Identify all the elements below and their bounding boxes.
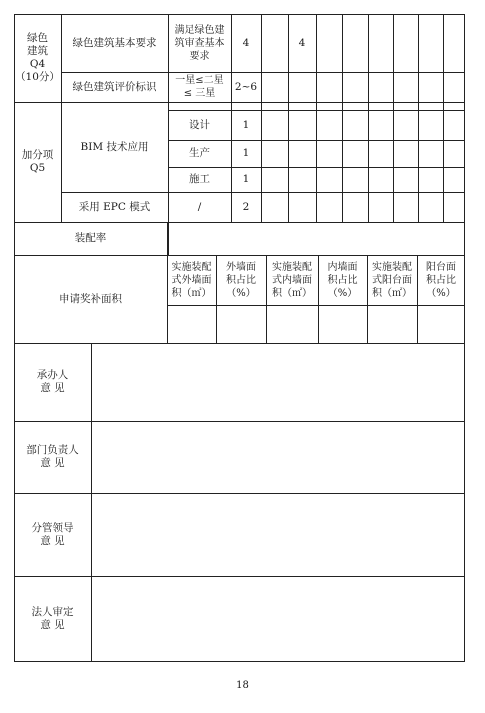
q5-bim-stage-production: 生产 [189, 147, 210, 159]
q5-epc-label: 采用 EPC 模式 [78, 200, 151, 213]
subsidy-header-int-wall-ratio: 内墙面 积占比 （%） [327, 261, 358, 299]
grid-line [91, 343, 92, 662]
subsidy-header-balcony-area: 实施装配 式阳台面 积（㎡） [372, 261, 412, 299]
subsidy-header-balcony-ratio: 阳台面 积占比 （%） [426, 261, 456, 299]
subsidy-area-label: 申请奖补面积 [59, 292, 122, 305]
q5-bim-stage-construction: 施工 [189, 173, 210, 185]
subsidy-header-int-wall-area: 实施装配 式内墙面 积（㎡） [272, 261, 312, 299]
grid-line [418, 14, 419, 222]
q4-basic-requirement-value: 4 [298, 36, 306, 49]
subsidy-header-ext-wall-area: 实施装配 式外墙面 积（㎡） [171, 261, 212, 299]
subsidy-header-ext-wall-ratio: 外墙面 积占比 （%） [226, 261, 256, 299]
q4-basic-requirement-standard: 满足绿色建 筑审查基本 要求 [174, 24, 225, 62]
q5-bim-stage-design: 设计 [189, 118, 210, 131]
opinion-dept-head-label: 部门负责人 意 见 [26, 444, 79, 469]
q5-bim-score-production: 1 [242, 147, 250, 159]
q5-group-label: 加分项 Q5 [21, 149, 54, 174]
grid-line [443, 14, 444, 222]
q4-basic-requirement-score: 4 [242, 36, 250, 49]
q5-epc-score: 2 [242, 200, 250, 213]
q5-bim-label: BIM 技术应用 [80, 140, 149, 153]
page-number: 18 [236, 680, 249, 691]
q4-basic-requirement-label: 绿色建筑基本要求 [72, 36, 157, 49]
grid-line [342, 14, 343, 222]
grid-line [393, 14, 394, 222]
q4-rating-score: 2~6 [234, 80, 258, 93]
grid-line [167, 305, 465, 306]
q4-rating-label: 绿色建筑评价标识 [72, 80, 157, 93]
assembly-rate-label: 装配率 [74, 232, 107, 244]
q4-rating-standard: 一星≤二星 ≤ 三星 [175, 75, 224, 99]
q5-bim-score-construction: 1 [242, 173, 250, 185]
opinion-handler-label: 承办人 意 见 [36, 369, 69, 394]
q5-epc-standard: / [197, 200, 202, 213]
grid-line [368, 14, 369, 222]
opinion-supervisor-label: 分管领导 意 见 [31, 521, 74, 547]
q5-bim-score-design: 1 [242, 118, 250, 131]
grid-line [261, 14, 262, 222]
grid-line [316, 14, 317, 222]
q4-group-label: 绿色 建筑 Q4 （10分） [15, 32, 60, 83]
opinion-legal-rep-label: 法人审定 意 见 [31, 606, 74, 631]
